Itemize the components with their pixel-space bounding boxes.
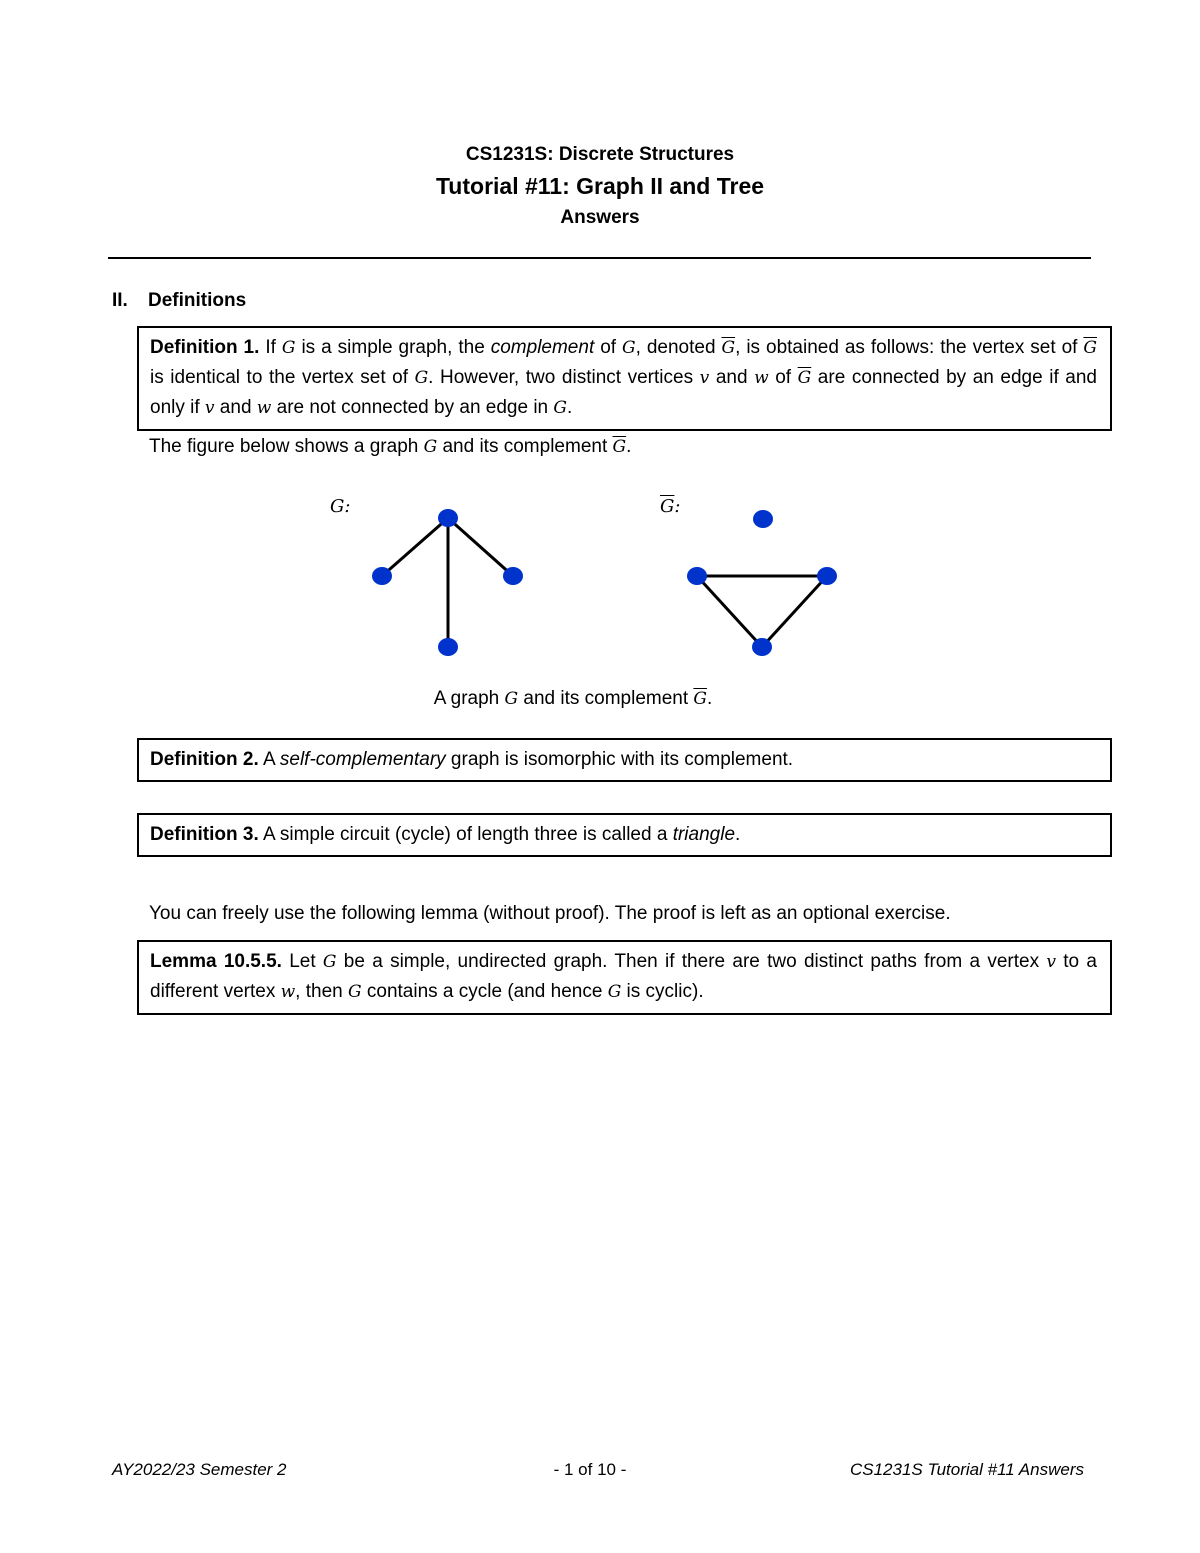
edge-left-bottom (697, 576, 762, 647)
definition-1-box (137, 326, 1112, 431)
math-G-bar: $\overline{G}$ (612, 437, 627, 457)
math-v: v (204, 398, 215, 418)
text: and its complement (437, 436, 613, 457)
math-v: v (1046, 952, 1056, 972)
text: Let (281, 951, 323, 972)
math-G: G (322, 952, 337, 972)
text: The figure below shows a graph (149, 436, 424, 457)
text: A graph (433, 688, 505, 709)
footer-page-number: - 1 of 10 - (553, 1460, 627, 1479)
definition-3-label: Definition 3. (150, 824, 259, 845)
math-G-bar: $\overline{G}$ (797, 368, 812, 388)
math-G-bar: $\overline{G}$ (693, 689, 707, 709)
section-title: Definitions (148, 290, 247, 311)
lemma-label: Lemma 10.5.5. (150, 951, 282, 972)
figure-caption (0, 688, 1146, 710)
math-G: G (622, 338, 636, 358)
text: . (567, 397, 573, 418)
term-self-complementary: self-complementary (279, 749, 446, 770)
math-w: w (280, 982, 296, 1002)
text: of (594, 337, 622, 358)
math-G: G (281, 338, 296, 358)
math-w: w (256, 398, 272, 418)
vertex-left (687, 567, 707, 585)
vertex-right (503, 567, 523, 585)
vertex-bottom (752, 638, 772, 656)
answers-subtitle: Answers (560, 207, 640, 228)
math-v: v (699, 368, 710, 388)
text: and (214, 397, 257, 418)
text: . (735, 824, 741, 845)
section-heading (112, 290, 246, 312)
lemma-intro: You can freely use the following lemma (without proof). The proof is left as an optional exercise. (149, 903, 951, 924)
vertex-top (438, 509, 458, 527)
vertex-left (372, 567, 392, 585)
definition-2-box (137, 738, 1112, 782)
math-G: G (607, 982, 622, 1002)
text: . (626, 436, 632, 457)
edge-top-left (382, 518, 448, 576)
tutorial-title: Tutorial #11: Graph II and Tree (435, 173, 765, 199)
text: graph is isomorphic with its complement. (445, 749, 794, 770)
graph-G-label: G: (330, 496, 351, 517)
vertex-right (817, 567, 837, 585)
definition-2-label: Definition 2. (150, 749, 259, 770)
text: A (258, 749, 280, 770)
math-G-bar: $\overline{G}$ (1083, 338, 1097, 358)
section-number: II. (112, 290, 128, 311)
figure-intro (149, 436, 631, 458)
text: and (709, 367, 755, 388)
vertex-top (753, 510, 773, 528)
text: are not connected by an edge in (271, 397, 554, 418)
footer-doc-title: CS1231S Tutorial #11 Answers (849, 1460, 1084, 1479)
math-G: G (553, 398, 567, 418)
course-title: CS1231S: Discrete Structures (465, 144, 735, 165)
math-G: G (414, 368, 429, 388)
text: be a simple, undirected graph. Then if there are two distinct paths from a vertex (336, 951, 1047, 972)
graph-G-complement (675, 500, 855, 670)
footer-semester: AY2022/23 Semester 2 (112, 1460, 287, 1479)
text: contains a cycle (and hence (361, 981, 608, 1002)
math-G: G (423, 437, 438, 457)
text: of (768, 367, 798, 388)
text: . (707, 688, 713, 709)
vertex-bottom (438, 638, 458, 656)
definition-3-box (137, 813, 1112, 857)
math-G: G (504, 689, 519, 709)
definition-1-label: Definition 1. (150, 337, 260, 358)
graph-G (360, 500, 540, 670)
text: , is obtained as follows: the vertex set of (735, 337, 1084, 358)
text: is identical to the vertex set of (150, 367, 415, 388)
math-G-bar: $\overline{G}$ (721, 338, 736, 358)
text: , denoted (635, 337, 722, 358)
text: . However, two distinct vertices (428, 367, 700, 388)
text: , then (295, 981, 348, 1002)
text: are connected by an edge if and only if (150, 367, 1097, 418)
term-triangle: triangle (672, 824, 736, 845)
text: If (259, 337, 282, 358)
text: is cyclic). (621, 981, 704, 1002)
text: is a simple graph, the (295, 337, 491, 358)
edge-right-bottom (762, 576, 827, 647)
text: to a different vertex (150, 951, 1097, 1002)
header-rule (108, 257, 1091, 259)
text: A simple circuit (cycle) of length three is called a (258, 824, 673, 845)
math-w: w (754, 368, 769, 388)
text: and its complement (518, 688, 694, 709)
lemma-box (137, 940, 1112, 1015)
label-colon: : (674, 496, 681, 517)
math-G-bar: $\overline{G}$ (660, 496, 675, 517)
term-complement: complement (490, 337, 595, 358)
math-G: G (348, 982, 362, 1002)
edge-top-right (448, 518, 513, 576)
